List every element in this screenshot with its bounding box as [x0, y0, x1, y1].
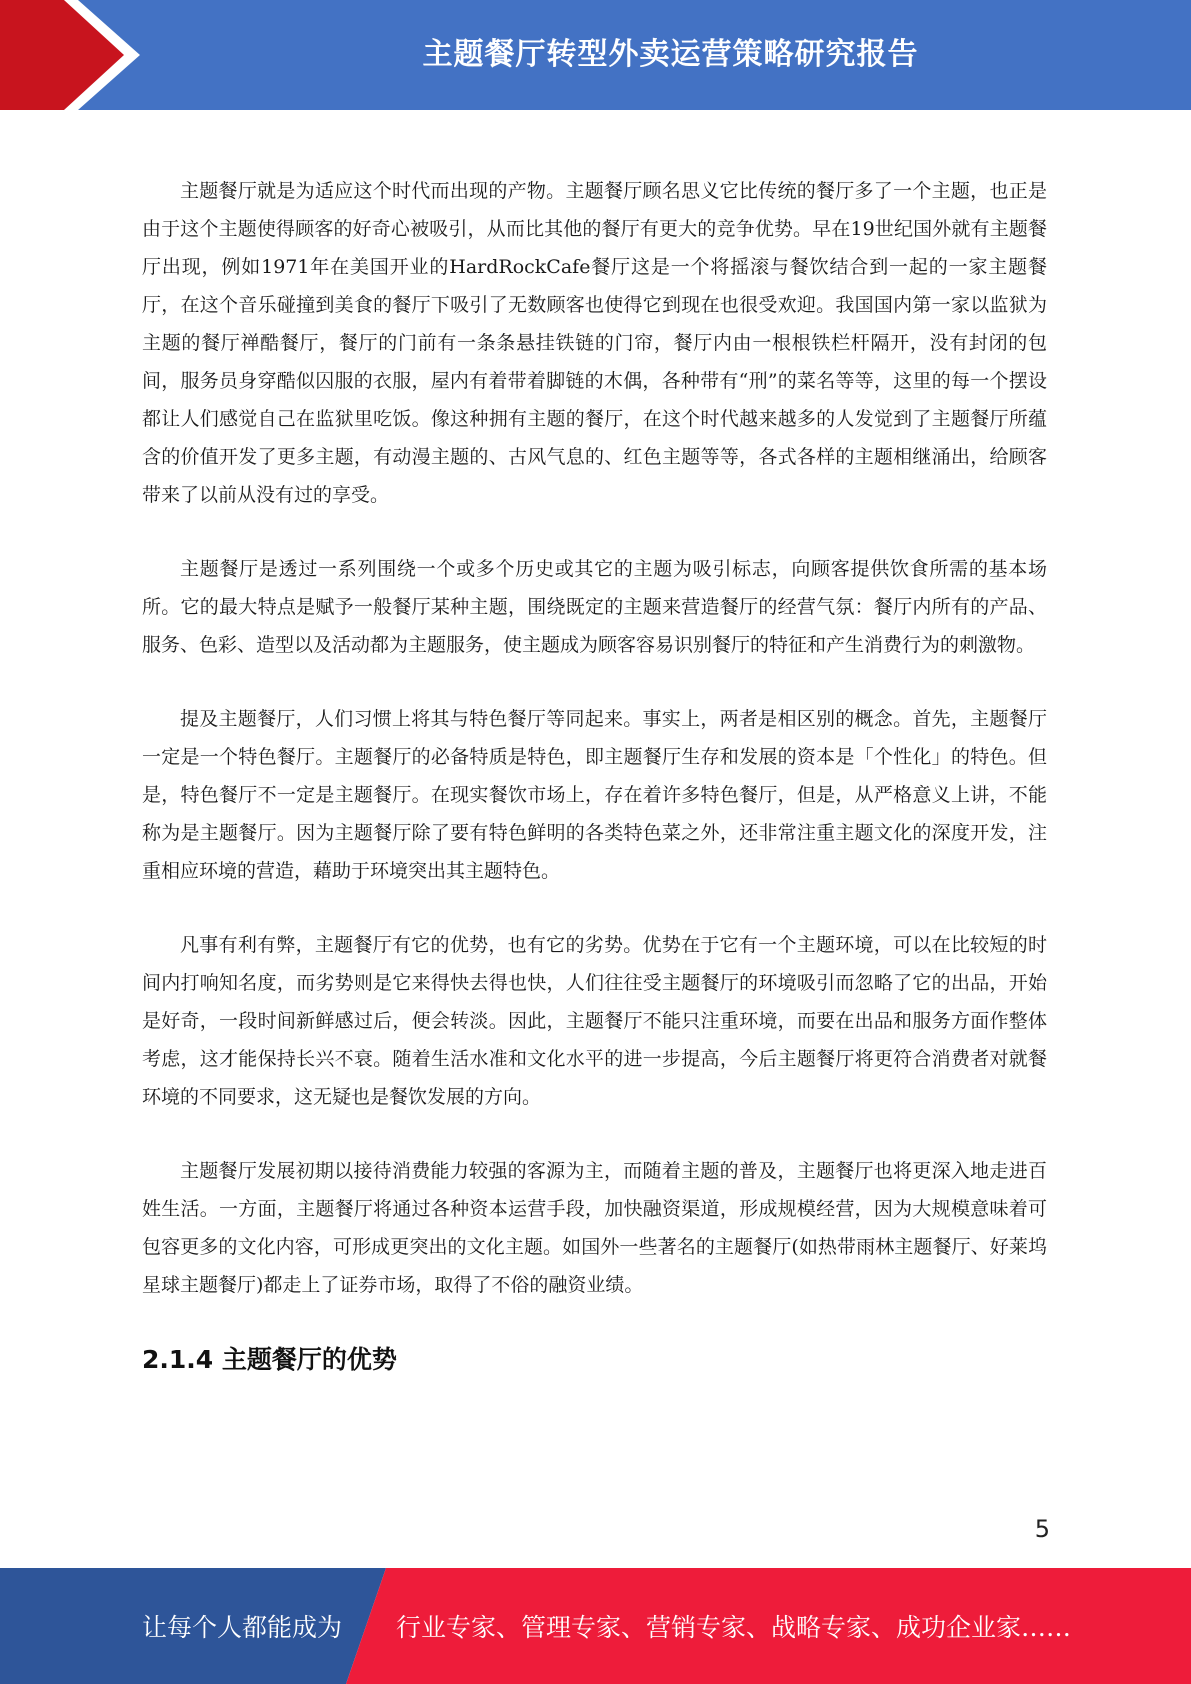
page-number: 5	[1034, 1515, 1050, 1543]
body-paragraph-2: 主题餐厅是透过一系列围绕一个或多个历史或其它的主题为吸引标志，向顾客提供饮食所需的基本场所。它的最大特点是赋予一般餐厅某种主题，围绕既定的主题来营造餐厅的经营气氛：餐厅内所有的产品、服务、色彩、造型以及活动都为主题服务，使主题成为顾客容易识别餐厅的特征和产生消费行为的刺激物。	[142, 558, 1047, 656]
document-body	[142, 172, 1047, 1380]
body-paragraph-1: 主题餐厅就是为适应这个时代而出现的产物。主题餐厅顾名思义它比传统的餐厅多了一个主题，也正是由于这个主题使得顾客的好奇心被吸引，从而比其他的餐厅有更大的竞争优势。早在19世纪国外就有主题餐厅出现，例如1971年在美国开业的HardRockCafe餐厅这是一个将摇滚与餐饮结合到一起的一家主题餐厅，在这个音乐碰撞到美食的餐厅下吸引了无数顾客也使得它到现在也很受欢迎。我国国内第一家以监狱为主题的餐厅禅酷餐厅，餐厅的门前有一条条悬挂铁链的门帘，餐厅内由一根根铁栏杆隔开，没有封闭的包间，服务员身穿酷似囚服的衣服，屋内有着带着脚链的木偶，各种带有“刑”的菜名等等，这里的每一个摆设都让人们感觉自己在监狱里吃饭。像这种拥有主题的餐厅，在这个时代越来越多的人发觉到了主题餐厅所蕴含的价值开发了更多主题，有动漫主题的、古风气息的、红色主题等等，各式各样的主题相继涌出，给顾客带来了以前从没有过的享受。	[142, 180, 1047, 506]
footer-slogan-right: 行业专家、管理专家、营销专家、战略专家、成功企业家……	[396, 1613, 1072, 1642]
section-heading: 2.1.4 主题餐厅的优势	[142, 1345, 397, 1374]
body-paragraph-5: 主题餐厅发展初期以接待消费能力较强的客源为主，而随着主题的普及，主题餐厅也将更深入地走进百姓生活。一方面，主题餐厅将通过各种资本运营手段，加快融资渠道，形成规模经营，因为大规模意味着可包容更多的文化内容，可形成更突出的文化主题。如国外一些著名的主题餐厅(如热带雨林主题餐厅、好莱坞星球主题餐厅)都走上了证券市场，取得了不俗的融资业绩。	[142, 1160, 1047, 1296]
body-paragraph-3: 提及主题餐厅，人们习惯上将其与特色餐厅等同起来。事实上，两者是相区别的概念。首先，主题餐厅一定是一个特色餐厅。主题餐厅的必备特质是特色，即主题餐厅生存和发展的资本是「个性化」的特色。但是，特色餐厅不一定是主题餐厅。在现实餐饮市场上，存在着许多特色餐厅，但是，从严格意义上讲，不能称为是主题餐厅。因为主题餐厅除了要有特色鲜明的各类特色菜之外，还非常注重主题文化的深度开发，注重相应环境的营造，藉助于环境突出其主题特色。	[142, 708, 1047, 882]
page-header	[0, 0, 1191, 110]
body-paragraph-4: 凡事有利有弊，主题餐厅有它的优势，也有它的劣势。优势在于它有一个主题环境，可以在比较短的时间内打响知名度，而劣势则是它来得快去得也快，人们往往受主题餐厅的环境吸引而忽略了它的出品，开始是好奇，一段时间新鲜感过后，便会转淡。因此，主题餐厅不能只注重环境，而要在出品和服务方面作整体考虑，这才能保持长兴不衰。随着生活水准和文化水平的进一步提高，今后主题餐厅将更符合消费者对就餐环境的不同要求，这无疑也是餐饮发展的方向。	[142, 934, 1047, 1108]
document-title: 主题餐厅转型外卖运营策略研究报告	[422, 37, 919, 72]
page-footer	[0, 1568, 1191, 1684]
footer-slogan-left: 让每个人都能成为	[142, 1613, 343, 1642]
